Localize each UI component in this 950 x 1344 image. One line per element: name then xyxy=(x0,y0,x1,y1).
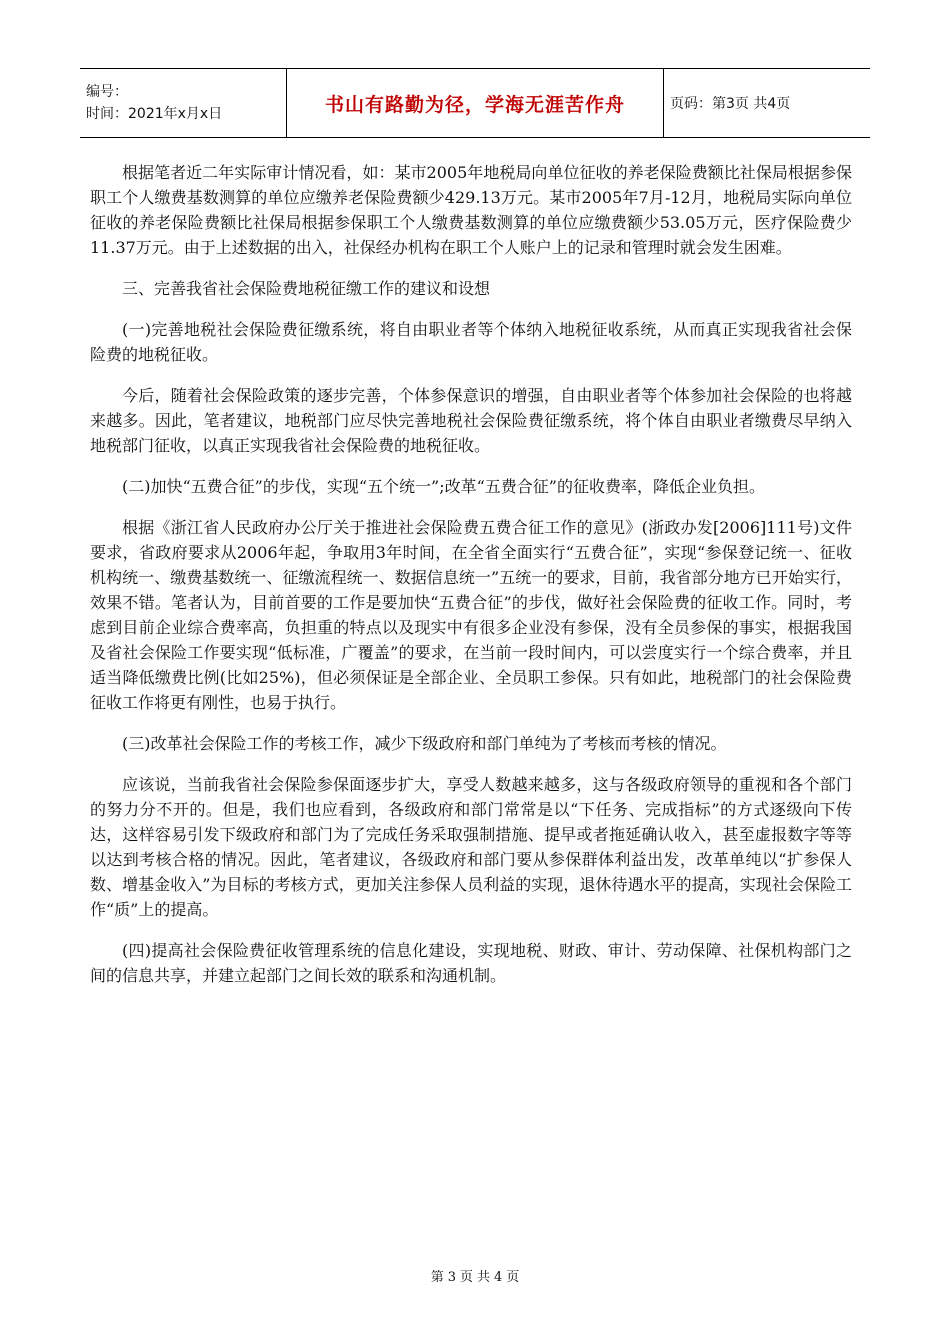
header-meta xyxy=(80,69,287,138)
footer-total-unit: 页 xyxy=(506,1270,520,1285)
footer-page-number: 3 xyxy=(447,1270,456,1285)
header-motto-cell xyxy=(287,69,664,138)
paragraph: 今后，随着社会保险政策的逐步完善，个体参保意识的增强，自由职业者等个体参加社会保险的也将越来越多。因此，笔者建议，地税部门应尽快完善地税社会保险费征缴系统，将个体自由职业者缴费尽早纳入地税部门征收，以真正实现我省社会保险费的地税征收。 xyxy=(90,386,852,455)
footer-page-unit: 页 xyxy=(459,1270,473,1285)
subsection-heading: (四)提高社会保险费征收管理系统的信息化建设，实现地税、财政、审计、劳动保障、社保机构部门之间的信息共享，并建立起部门之间长效的联系和沟通机制。 xyxy=(90,941,852,985)
footer-total-word: 共 xyxy=(477,1270,491,1285)
header-motto: 书山有路勤为径，学海无涯苦作舟 xyxy=(324,93,625,116)
paragraph: 应该说，当前我省社会保险参保面逐步扩大，享受人数越来越多，这与各级政府领导的重视和各个部门的努力分不开的。但是，我们也应看到，各级政府和部门常常是以“下任务、完成指标”的方式逐级向下传达，这样容易引发下级政府和部门为了完成任务采取强制措施、提早或者拖延确认收入，甚至虚报数字等等以达到考核合格的情况。因此，笔者建议，各级政府和部门要从参保群体利益出发，改革单纯以“扩参保人数、增基金收入”为目标的考核方式，更加关注参保人员利益的实现，退休待遇水平的提高，实现社会保险工作“质”上的提高。 xyxy=(90,775,852,919)
subsection-heading: (一)完善地税社会保险费征缴系统，将自由职业者等个体纳入地税征收系统，从而真正实现我省社会保险费的地税征收。 xyxy=(90,320,852,364)
page-footer xyxy=(0,1266,950,1285)
paragraph: 根据笔者近二年实际审计情况看，如：某市2005年地税局向单位征收的养老保险费额比社保局根据参保职工个人缴费基数测算的单位应缴养老保险费额少429.13万元。某市2005年7月-12月，地税局实际向单位征收的养老保险费额比社保局根据参保职工个人缴费基数测算的单位应缴费额少53.05万元，医疗保险费少11.37万元。由于上述数据的出入，社保经办机构在职工个人账户上的记录和管理时就会发生困难。 xyxy=(90,163,852,257)
page-header xyxy=(80,68,870,138)
subsection-heading: (三)改革社会保险工作的考核工作，减少下级政府和部门单纯为了考核而考核的情况。 xyxy=(122,734,727,753)
header-page-label: 页码：第3页 共4页 xyxy=(670,96,791,112)
footer-page-word: 第 xyxy=(430,1270,444,1285)
paragraph: 根据《浙江省人民政府办公厅关于推进社会保险费五费合征工作的意见》(浙政办发[2006]111号)文件要求，省政府要求从2006年起，争取用3年时间，在全省全面实行“五费合征”，实现“参保登记统一、征收机构统一、缴费基数统一、征缴流程统一、数据信息统一”五统一的要求，目前，我省部分地方已开始实行，效果不错。笔者认为，目前首要的工作是要加快“五费合征”的步伐，做好社会保险费的征收工作。同时，考虑到目前企业综合费率高，负担重的特点以及现实中有很多企业没有参保，没有全员参保的事实，根据我国及省社会保险工作要实现“低标准，广覆盖”的要求，在当前一段时间内，可以尝度实行一个综合费率，并且适当降低缴费比例(比如25%)，但必须保证是全部企业、全员职工参保。只有如此，地税部门的社会保险费征收工作将更有刚性，也易于执行。 xyxy=(90,518,852,712)
header-page-cell xyxy=(664,69,871,138)
section-heading: 三、完善我省社会保险费地税征缴工作的建议和设想 xyxy=(122,279,491,298)
document-body xyxy=(90,160,852,1004)
subsection-heading: (二)加快“五费合征”的步伐，实现“五个统一”;改革“五费合征”的征收费率，降低企业负担。 xyxy=(122,477,765,496)
document-time-label: 时间：2021年x月x日 xyxy=(86,106,223,122)
footer-total-number: 4 xyxy=(494,1270,503,1285)
document-number-label: 编号： xyxy=(86,84,128,100)
